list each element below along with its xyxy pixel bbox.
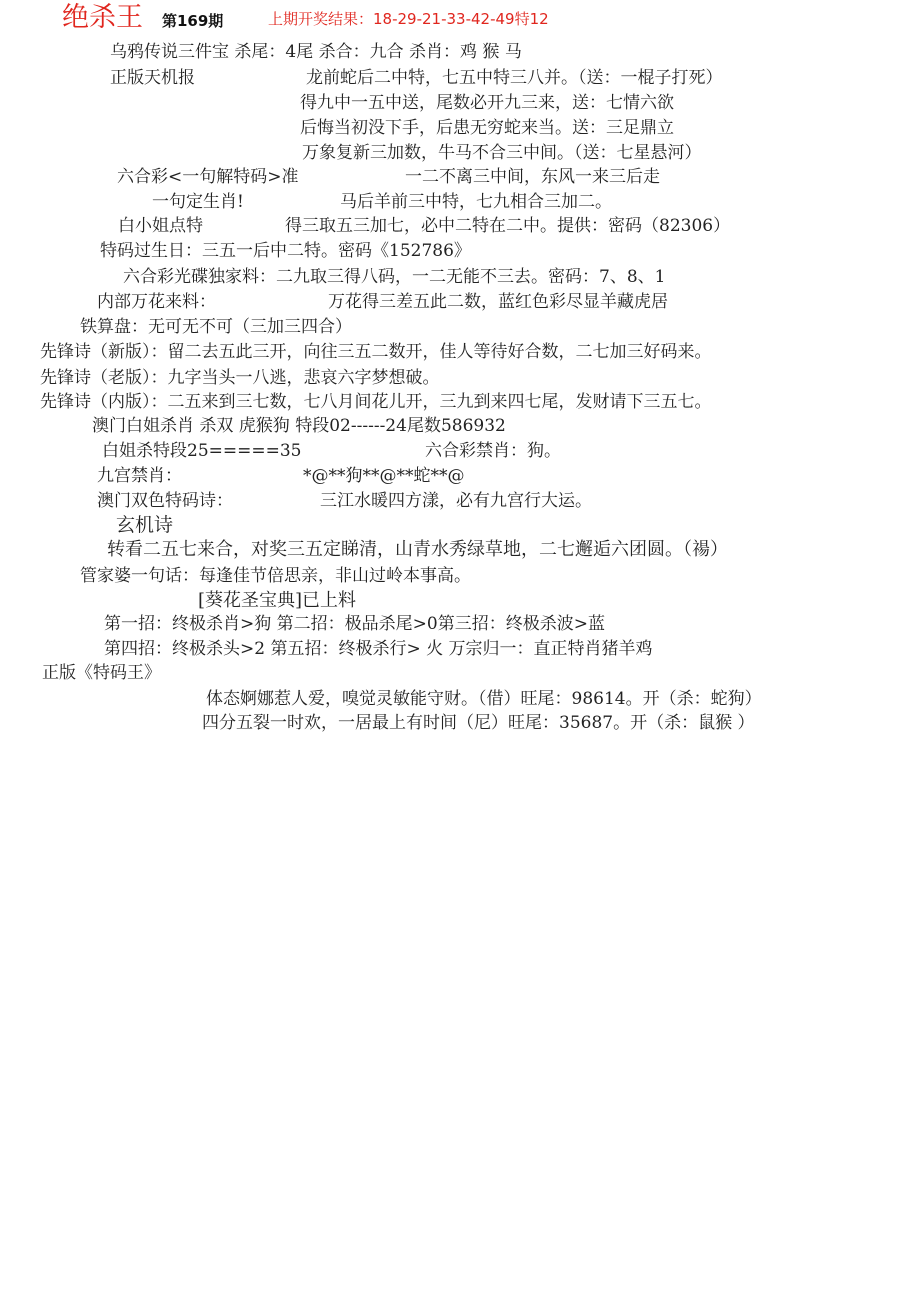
issue-number: 第169期 — [162, 12, 224, 30]
text-line: 转看二五七来合，对奖三五定睇清，山青水秀绿草地，二七邂逅六团圆。（禓） — [107, 539, 728, 560]
text-line: 万花得三差五此二数，蓝红色彩尽显羊藏虎居 — [328, 292, 668, 312]
text-line: 万象复新三加数，牛马不合三中间。（送：七星悬河） — [302, 143, 702, 163]
text-line: 白姐杀特段25=====35 — [102, 441, 302, 461]
text-line: 一句定生肖! — [152, 192, 244, 212]
text-line: 正版天机报 — [110, 68, 195, 88]
page-title: 绝杀王 — [62, 2, 143, 33]
text-line: 先锋诗（内版）：二五来到三七数，七八月间花儿开，三九到来四七尾，发财请下三五七。 — [40, 392, 712, 412]
text-line: 龙前蛇后二中特，七五中特三八并。（送：一棍子打死） — [306, 68, 723, 88]
text-line: 得九中一五中送，尾数必开九三来，送：七情六欲 — [300, 93, 674, 113]
text-line: 六合彩<一句解特码>准 — [117, 167, 299, 187]
section-heading: [葵花圣宝典]已上料 — [198, 590, 357, 611]
text-line: 四分五裂一时欢，一居最上有时间（尼）旺尾：35687。开（杀：鼠猴 ） — [202, 713, 755, 733]
text-line: 三江水暖四方漾，必有九宫行大运。 — [320, 491, 592, 511]
text-line: 第一招：终极杀肖>狗 第二招：极品杀尾>0第三招：终极杀波>蓝 — [104, 614, 605, 634]
section-heading: 正版《特码王》 — [42, 663, 161, 683]
text-line: 管家婆一句话：每逢佳节倍思亲，非山过岭本事高。 — [80, 566, 471, 586]
text-line: 六合彩光碟独家料：二九取三得八码，一二无能不三去。密码：7、8、1 — [123, 267, 666, 287]
text-line: *@**狗**@**蛇**@ — [303, 466, 465, 486]
text-line: 后悔当初没下手，后患无穷蛇来当。送：三足鼎立 — [300, 118, 674, 138]
text-line: 澳门白姐杀肖 杀双 虎猴狗 特段02------24尾数586932 — [92, 416, 506, 436]
text-line: 六合彩禁肖：狗。 — [425, 441, 561, 461]
text-line: 一二不离三中间，东风一来三后走 — [405, 167, 660, 187]
section-heading: 玄机诗 — [116, 514, 174, 536]
text-line: 先锋诗（新版）：留二去五此三开，向往三五二数开，佳人等待好合数，二七加三好码来。 — [40, 342, 712, 362]
text-line: 第四招：终极杀头>2 第五招：终极杀行> 火 万宗归一：直正特肖猪羊鸡 — [104, 639, 653, 659]
text-line: 澳门双色特码诗： — [97, 491, 233, 511]
last-draw-result: 上期开奖结果：18-29-21-33-42-49特12 — [268, 10, 549, 28]
text-line: 乌鸦传说三件宝 杀尾：4尾 杀合：九合 杀肖：鸡 猴 马 — [110, 42, 522, 62]
text-line: 铁算盘：无可无不可（三加三四合） — [80, 317, 352, 337]
text-line: 内部万花来料： — [97, 292, 216, 312]
text-line: 体态婀娜惹人爱，嗅觉灵敏能守财。（借）旺尾：98614。开（杀：蛇狗） — [206, 689, 762, 709]
text-line: 九宫禁肖： — [97, 466, 182, 486]
text-line: 特码过生日：三五一后中二特。密码《152786》 — [100, 241, 471, 261]
text-line: 得三取五三加七，必中二特在二中。提供：密码（82306） — [285, 216, 731, 236]
text-line: 先锋诗（老版）：九字当头一八逃，悲哀六字梦想破。 — [40, 368, 440, 388]
text-line: 马后羊前三中特，七九相合三加二。 — [340, 192, 612, 212]
text-line: 白小姐点特 — [118, 216, 203, 236]
